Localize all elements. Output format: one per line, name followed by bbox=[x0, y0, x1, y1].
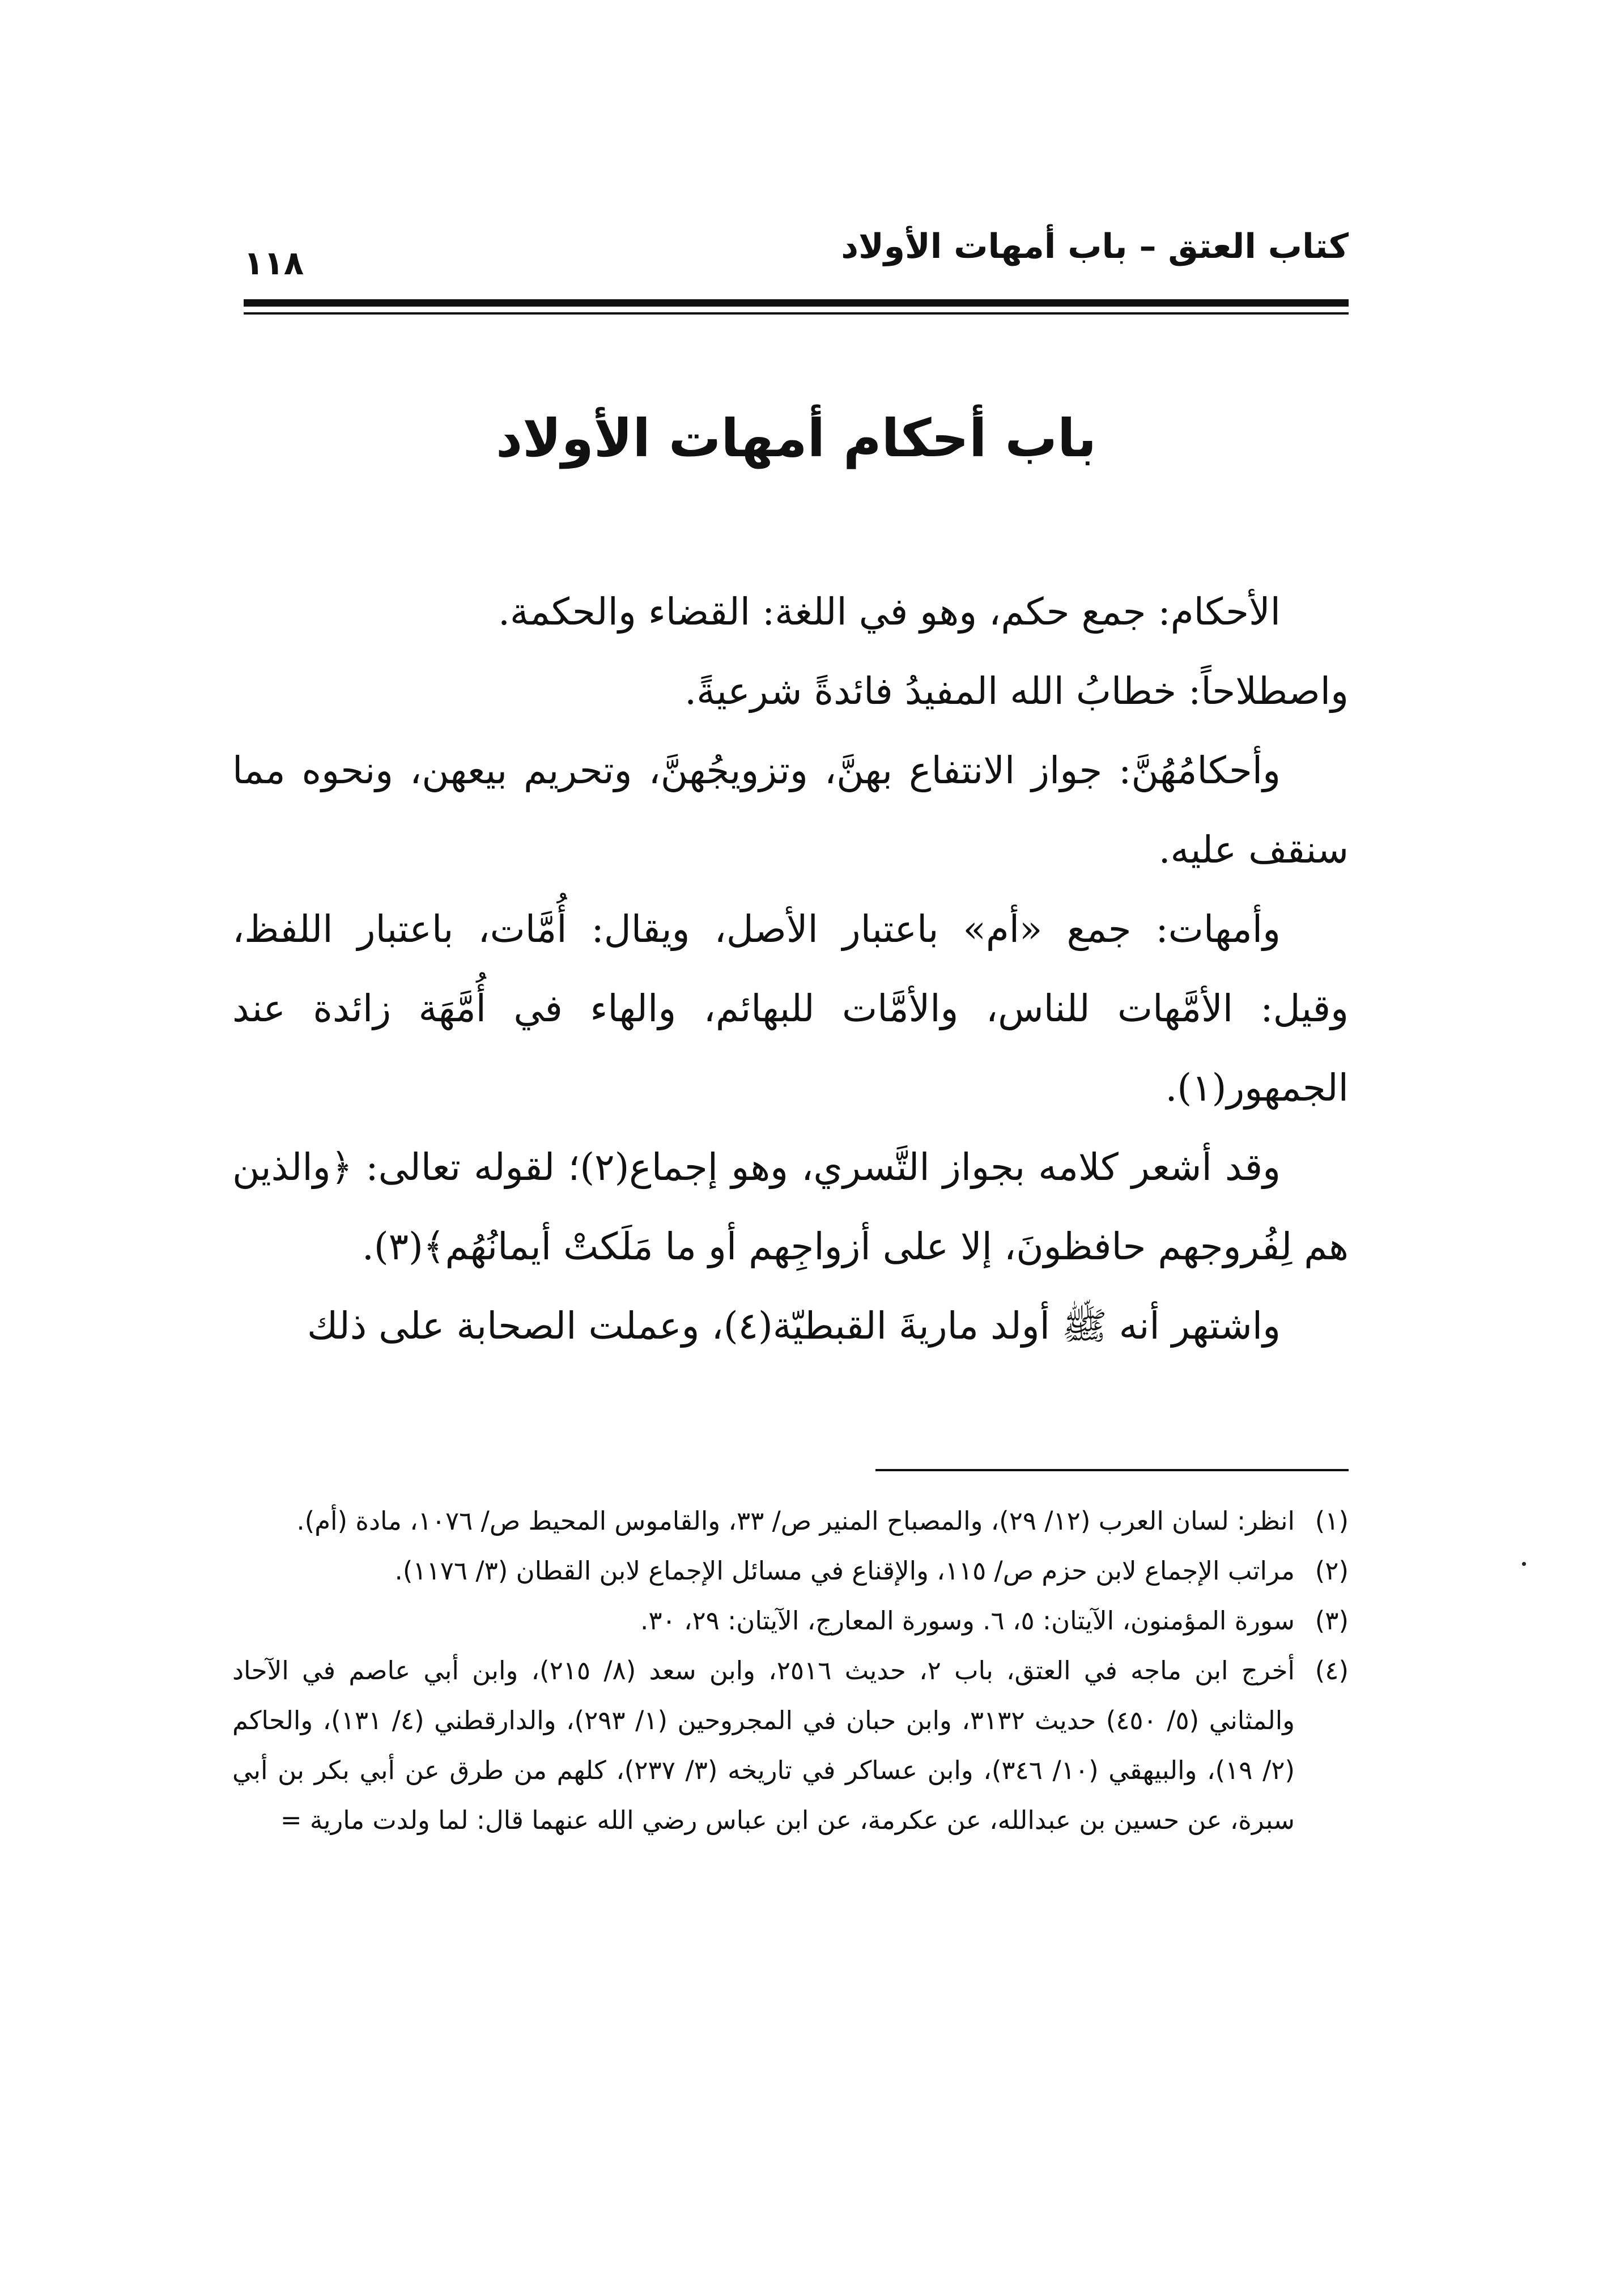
footnote-text: أخرج ابن ماجه في العتق، باب ٢، حديث ٢٥١٦، وابن سعد (٨/ ٢١٥)، وابن أبي عاصم في الآحاد والمثاني (٥/ ٤٥٠) حديث ٣١٣٢، وابن حبان في المجروحين (١/ ٢٩٣)، والدارقطني (٤/ ١٣١)، والحاكم (٢/ ١٩)، والبيهقي (١٠/ ٣٤٦)، وابن عساكر في تاريخه (٣/ ٢٣٧)، كلهم من طرق عن أبي بكر بن أبي سبرة، عن حسين بن عبدالله، عن عكرمة، عن ابن عباس رضي الله عنهما قال: لما ولدت مارية = bbox=[232, 1655, 1295, 1835]
footnote-text: مراتب الإجماع لابن حزم ص/ ١١٥، والإقناع في مسائل الإجماع لابن القطان (٣/ ١١٧٦). bbox=[394, 1556, 1295, 1586]
running-title: كتاب العتق – باب أمهات الأولاد bbox=[841, 227, 1349, 266]
scan-speck bbox=[1522, 1562, 1526, 1566]
paragraph: واصطلاحاً: خطابُ الله المفيدُ فائدةً شرعيةً. bbox=[685, 669, 1349, 713]
paragraph: واشتهر أنه ﷺ أولد ماريةَ القبطيّة(٤)، وعملت الصحابة على ذلك bbox=[307, 1304, 1281, 1348]
footnote-text: انظر: لسان العرب (١٢/ ٢٩)، والمصباح المنير ص/ ٣٣، والقاموس المحيط ص/ ١٠٧٦، مادة (أم). bbox=[296, 1506, 1295, 1536]
footnote-separator bbox=[875, 1469, 1349, 1471]
footnotes bbox=[232, 1496, 1349, 1845]
chapter-title: باب أحكام أمهات الأولاد bbox=[495, 408, 1097, 469]
footnote-number: (١) bbox=[1315, 1506, 1349, 1536]
footnote-number: (٢) bbox=[1315, 1556, 1349, 1586]
main-text bbox=[232, 572, 1349, 1366]
header-rule-thick bbox=[244, 299, 1349, 307]
paragraph: وقد أشعر كلامه بجواز التَّسري، وهو إجماع(٢)؛ لقوله تعالى: ﴿والذين هم لِفُروجهم حافظونَ، إلا على أزواجِهم أو ما مَلَكتْ أيمانُهُم﴾(٣). bbox=[232, 1145, 1349, 1268]
paragraph: وأحكامُهُنَّ: جواز الانتفاع بهنَّ، وتزويجُهنَّ، وتحريم بيعهن، ونحوه مما سنقف عليه. bbox=[232, 749, 1349, 872]
header-rule-thin bbox=[244, 312, 1349, 315]
running-header bbox=[244, 227, 1349, 289]
footnote-number: (٣) bbox=[1315, 1606, 1349, 1636]
footnote-4 bbox=[232, 1646, 1349, 1845]
footnote-text: سورة المؤمنون، الآيتان: ٥، ٦. وسورة المعارج، الآيتان: ٢٩، ٣٠. bbox=[640, 1606, 1295, 1636]
page-number: ١١٨ bbox=[244, 244, 304, 282]
paragraph: الأحكام: جمع حكم، وهو في اللغة: القضاء والحكمة. bbox=[498, 590, 1281, 634]
footnote-2 bbox=[232, 1546, 1349, 1596]
footnote-1 bbox=[232, 1496, 1349, 1546]
paragraph: وأمهات: جمع «أم» باعتبار الأصل، ويقال: أُمَّات، باعتبار اللفظ، وقيل: الأمَّهات للناس، والأمَّات للبهائم، والهاء في أُمَّهَة زائدة عند الجمهور(١). bbox=[232, 907, 1349, 1110]
footnote-number: (٤) bbox=[1315, 1655, 1349, 1685]
footnote-3 bbox=[232, 1596, 1349, 1646]
